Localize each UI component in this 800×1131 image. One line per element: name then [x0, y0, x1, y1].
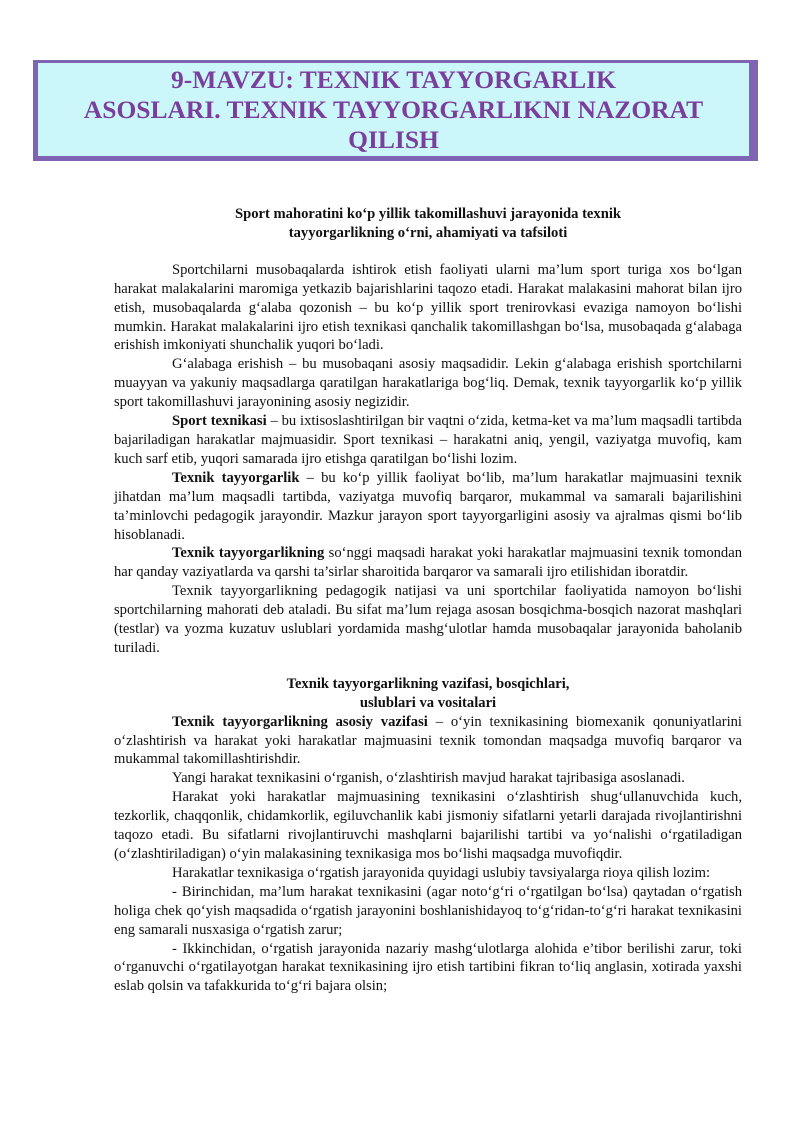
document-body	[114, 205, 742, 996]
term-bold: Sport texnikasi	[172, 413, 267, 430]
page-title-line-1: 9-MAVZU: TEXNIK TAYYORGARLIK	[171, 64, 616, 94]
paragraph: Yangi harakat texnikasini o‘rganish, o‘zlashtirish mavjud harakat tajribasiga asoslanadi.	[172, 770, 685, 787]
paragraph: Harakatlar texnikasiga o‘rgatish jarayonida quyidagi uslubiy tavsiyalarga rioya qilish lozim:	[172, 864, 711, 881]
paragraph: G‘alabaga erishish – bu musobaqani asosiy maqsadidir. Lekin g‘alabaga erishish sportchilarni muayyan va yakuniy maqsadlarga qaratilgan harakatlariga bog‘liq. Demak, texnik tayyorgarlik ko‘p yillik sport takomillashuvi jarayonining asosiy negizidir.	[114, 356, 742, 411]
term-bold: Texnik tayyorgarlik	[172, 469, 300, 486]
section-heading-2-line-1: Texnik tayyorgarlikning vazifasi, bosqichlari,	[286, 675, 570, 692]
paragraph: Harakat yoki harakatlar majmuasining texnikasini o‘zlashtirish shug‘ullanuvchida kuch, tezkorlik, chaqqonlik, chidamkorlik, egiluvchanlik kabi jismoniy sifatlarni yetarli darajada rivojlantirishni taqozo etadi. Bu sifatlarni rivojlantiruvchi mashqlarni bajarilishi tartibi va yo‘nalishi o‘rgatiladigan (o‘zlashtiriladigan) o‘yin malakasining texnikasiga mos bo‘lishi maqsadga muvofiqdir.	[114, 789, 742, 862]
paragraph: Sportchilarni musobaqalarda ishtirok etish faoliyati ularni ma’lum sport turiga xos bo‘lgan harakat malakalarini maromiga yetkazib bajarishlarini taqozo etadi. Harakat malakasini mahorat bilan ijro etish, musobaqalarda g‘alaba qozonish – bu ko‘p yillik sport trenirovkasi evaziga namoyon bo‘lishi mumkin. Harakat malakalarini ijro etish texnikasi qanchalik takomillashgan bo‘lsa, musobaqada g‘alabaga erishish imkoniyati shunchalik yuqori bo‘ladi.	[114, 261, 742, 354]
term-bold: Texnik tayyorgarlikning	[172, 545, 325, 562]
paragraph-text: – o‘yin texnikasining biomexanik qonuniyatlarini o‘zlashtirish va harakat yoki harakatlar majmuasini texnik tomondan maqsadga muvofiq barqaror va mukammal takomillashtirishdir.	[114, 713, 742, 768]
paragraph	[114, 412, 742, 469]
section-heading-1-line-2: tayyorgarlikning o‘rni, ahamiyati va tafsiloti	[288, 224, 568, 241]
term-bold: Texnik tayyorgarlikning asosiy vazifasi	[172, 713, 428, 730]
paragraph	[114, 469, 742, 545]
section-heading-1	[114, 205, 742, 243]
section-heading-1-line-1: Sport mahoratini ko‘p yillik takomillashuvi jarayonida texnik	[235, 206, 621, 222]
paragraph	[114, 544, 742, 582]
page-title-line-2: ASOSLARI. TEXNIK TAYYORGARLIKNI NAZORAT	[83, 94, 704, 124]
paragraph: Texnik tayyorgarlikning pedagogik natijasi va uni sportchilar faoliyatida namoyon bo‘lishi sportchilarning mahorati deb ataladi. Bu sifat ma’lum rejaga asosan bosqichma-bosqich nazorat mashqlari (testlar) va yozma kuzatuv uslublari yordamida mashg‘ulotlar hamda musobaqalar jarayonida baholanib turiladi.	[114, 583, 742, 656]
paragraph-text: so‘nggi maqsadi harakat yoki harakatlar majmuasini texnik tomondan har qanday vaziyatlarda va qarshi ta’sirlar sharoitida barqaror va samarali ijro etilishidan iboratdir.	[114, 545, 742, 581]
list-item: - Ikkinchidan, o‘rgatish jarayonida nazariy mashg‘ulotlarga alohida e’tibor berilishi zarur, toki o‘rganuvchi o‘rgatilayotgan harakat texnikasining ijro etish tartibini fikran to‘liq anglasin, xotirada yaxshi eslab qolsin va tafakkurida to‘g‘ri bajara olsin;	[114, 940, 742, 995]
section-heading-2	[114, 675, 742, 713]
paragraph-text: – bu ko‘p yillik faoliyat bo‘lib, ma’lum harakatlar majmuasini texnik jihatdan ma’lum maqsadli tartibda, vaziyatga muvofiq barqaror, mukammal va samarali bajarilishini ta’minlovchi pedagogik jarayondir. Mazkur jarayon sport tayyorgarligini asosiy va ajralmas qismi bo‘lib hisoblanadi.	[114, 469, 742, 543]
paragraph-text: – bu ixtisoslashtirilgan bir vaqtni o‘zida, ketma-ket va ma’lum maqsadli tartibda bajariladigan harakatlar majmuasidir. Sport texnikasi – harakatni aniq, yengil, vaziyatga muvofiq, kam kuch sarf etib, yuqori samarada ijro etishga qaratilgan bo‘lishi lozim.	[114, 413, 743, 467]
page-title-line-3: QILISH	[348, 124, 439, 154]
section-heading-2-line-2: uslublari va vositalari	[359, 694, 497, 711]
list-item: - Birinchidan, ma’lum harakat texnikasini (agar noto‘g‘ri o‘rgatilgan bo‘lsa) qaytadan o‘rgatish holiga chek qo‘yish maqsadida o‘rgatish jarayonini boshlanishidayoq to‘g‘ridan-to‘g‘ri harakat texnikasini eng samarali nusxasiga o‘rgatish zarur;	[114, 883, 742, 938]
title-box	[33, 60, 758, 161]
paragraph	[114, 713, 742, 770]
